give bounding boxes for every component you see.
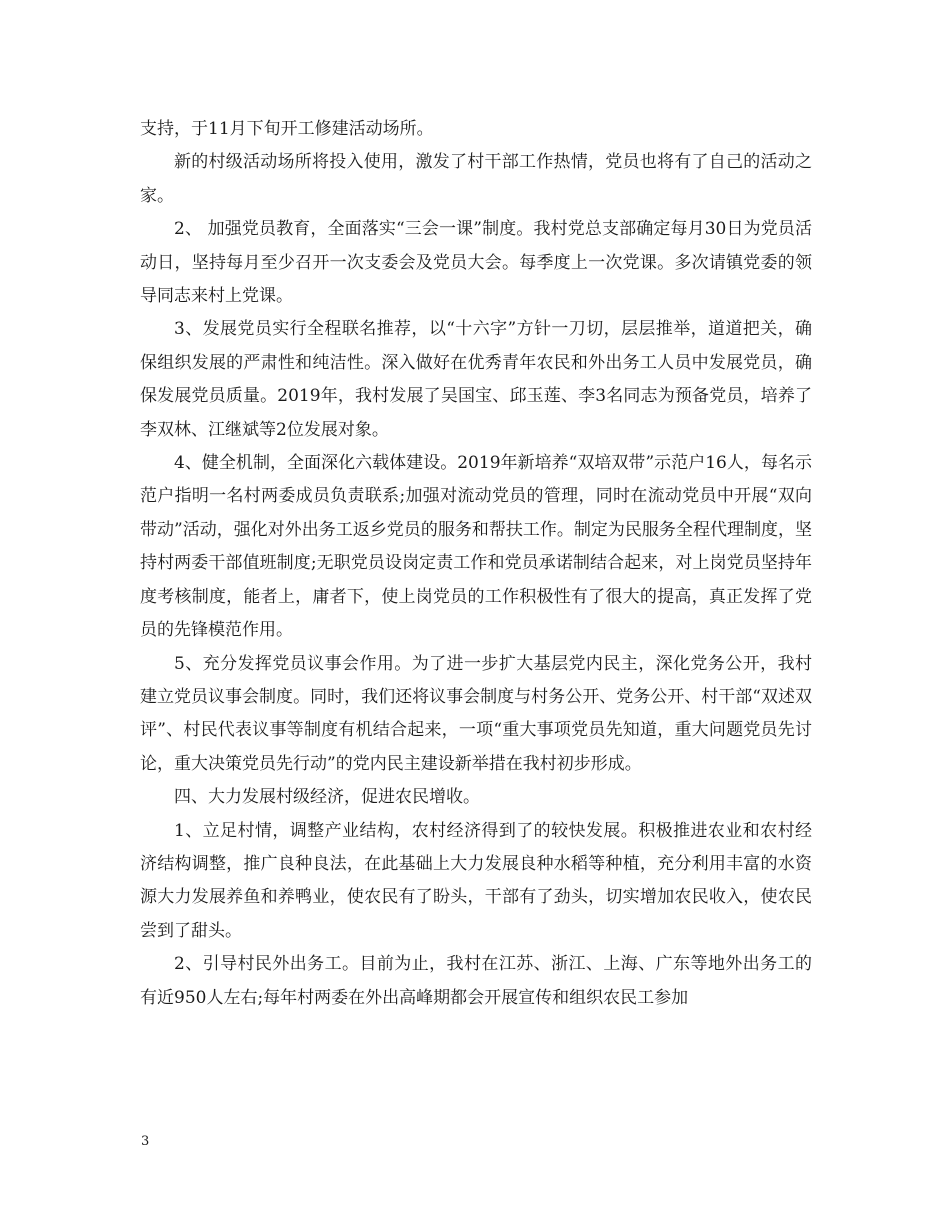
document-body	[140, 113, 812, 1015]
page-number: 3	[141, 1134, 150, 1149]
paragraph-1: 支持，于11月下旬开工修建活动场所。	[140, 119, 434, 139]
paragraph-4: 3、发展党员实行全程联名推荐，以“十六字”方针一刀切，层层推举，道道把关，确保组织发展的严肃性和纯洁性。深入做好在优秀青年农民和外出务工人员中发展党员，确保发展党员质量。2019年，我村发展了吴国宝、邱玉莲、李3名同志为预备党员，培养了李双林、江继斌等2位发展对象。	[140, 319, 812, 440]
paragraph-3: 2、 加强党员教育，全面落实“三会一课”制度。我村党总支部确定每月30日为党员活动日，坚持每月至少召开一次支委会及党员大会。每季度上一次党课。多次请镇党委的领导同志来村上党课。	[140, 219, 812, 307]
paragraph-7: 1、立足村情，调整产业结构，农村经济得到了的较快发展。积极推进农业和农村经济结构调整，推广良种良法，在此基础上大力发展良种水稻等种植，充分利用丰富的水资源大力发展养鱼和养鸭业，使农民有了盼头，干部有了劲头，切实增加农民收入，使农民尝到了甜头。	[140, 820, 812, 941]
paragraph-2: 新的村级活动场所将投入使用，激发了村干部工作热情，党员也将有了自己的活动之家。	[140, 152, 812, 206]
paragraph-8: 2、引导村民外出务工。目前为止，我村在江苏、浙江、上海、广东等地外出务工的有近950人左右;每年村两委在外出高峰期都会开展宣传和组织农民工参加	[140, 954, 812, 1008]
section-heading-4: 四、大力发展村级经济，促进农民增收。	[174, 787, 480, 808]
paragraph-6: 5、充分发挥党员议事会作用。为了进一步扩大基层党内民主，深化党务公开，我村建立党员议事会制度。同时，我们还将议事会制度与村务公开、党务公开、村干部“双述双评”、村民代表议事等制度有机结合起来，一项“重大事项党员先知道，重大问题党员先讨论，重大决策党员先行动”的党内民主建设新举措在我村初步形成。	[140, 653, 812, 774]
paragraph-5: 4、健全机制，全面深化六载体建设。2019年新培养“双培双带”示范户16人，每名示范户指明一名村两委成员负责联系;加强对流动党员的管理，同时在流动党员中开展“双向带动”活动，强化对外出务工返乡党员的服务和帮扶工作。制定为民服务全程代理制度，坚持村两委干部值班制度;无职党员设岗定责工作和党员承诺制结合起来，对上岗党员坚持年度考核制度，能者上，庸者下，使上岗党员的工作积极性有了很大的提高，真正发挥了党员的先锋模范作用。	[140, 453, 812, 641]
